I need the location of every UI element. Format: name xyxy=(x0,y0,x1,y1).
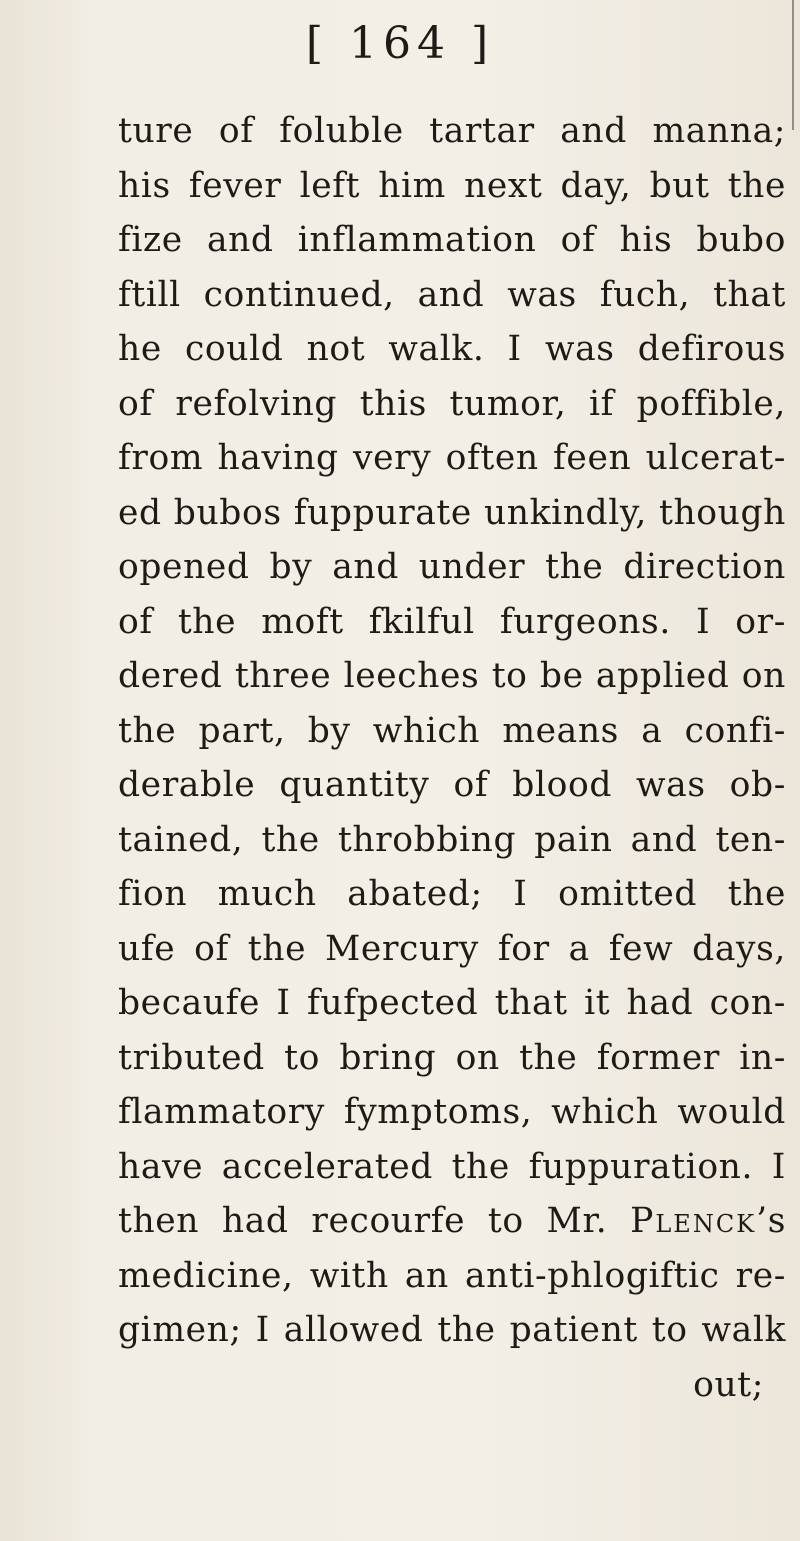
text-line: his fever left him next day, but the xyxy=(118,165,786,206)
text-line: medicine, with an anti-phlogiftic re- xyxy=(118,1255,786,1296)
text-line: ture of foluble tartar and manna; xyxy=(118,111,786,151)
text-line: tributed to bring on the former in- xyxy=(118,1037,786,1078)
text-line: the part, by which means a confi- xyxy=(118,710,786,751)
text-line: fize and inflammation of his bubo xyxy=(118,220,786,260)
body-text xyxy=(118,104,786,1412)
text-line: fion much abated; I omitted the xyxy=(118,874,786,914)
text-line: ed bubos fuppurate unkindly, though xyxy=(118,492,786,533)
text-line: of refolving this tumor, if poffible, xyxy=(118,383,786,424)
catchword: out; xyxy=(693,1364,764,1405)
text-line: dered three leeches to be applied on xyxy=(118,656,786,696)
text-line: from having very often feen ulcerat- xyxy=(118,438,786,478)
text-line: becaufe I fufpected that it had con- xyxy=(118,983,786,1023)
text-fragment: then had recourfe to Mr. xyxy=(118,1201,631,1241)
text-line xyxy=(118,1194,786,1249)
page-number-header: [ 164 ] xyxy=(305,18,495,69)
text-line: gimen; I allowed the patient to walk xyxy=(118,1310,786,1350)
text-fragment: ’s xyxy=(756,1201,786,1241)
text-line: derable quantity of blood was ob- xyxy=(118,765,786,805)
text-line: he could not walk. I was defirous xyxy=(118,329,786,369)
text-line: of the moft fkilful furgeons. I or- xyxy=(118,601,786,642)
author-name-smallcaps: Plenck xyxy=(630,1201,757,1241)
text-line: tained, the throbbing pain and ten- xyxy=(118,819,786,860)
text-line: ufe of the Mercury for a few days, xyxy=(118,928,786,969)
text-line: ftill continued, and was fuch, that xyxy=(118,274,786,315)
text-line: flammatory fymptoms, which would xyxy=(118,1092,786,1132)
text-line: have accelerated the fuppuration. I xyxy=(118,1146,786,1187)
text-line: opened by and under the direction xyxy=(118,547,786,587)
